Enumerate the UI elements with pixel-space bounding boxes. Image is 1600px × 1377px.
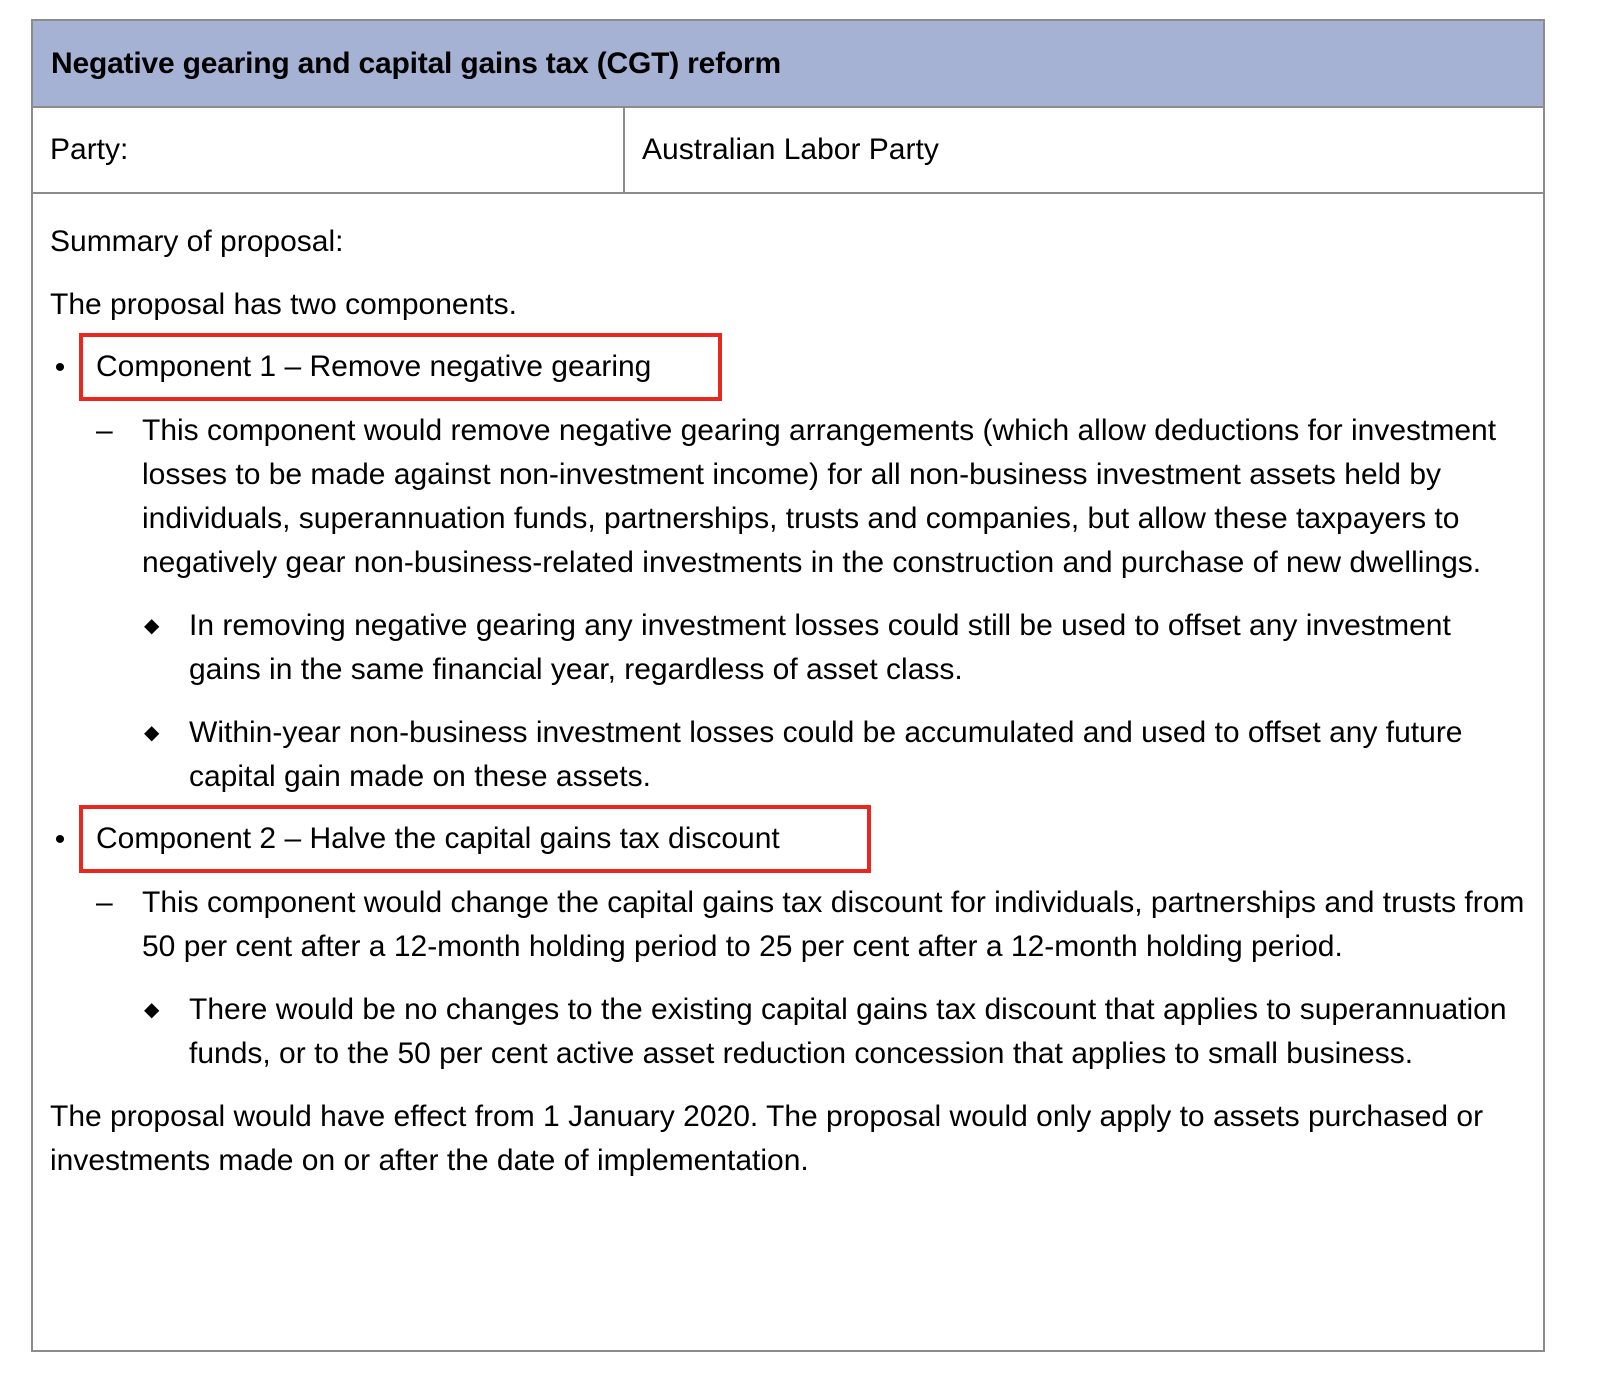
- proposal-table: [31, 19, 1545, 1352]
- component-1-heading-row: [50, 346, 1525, 390]
- component-1-heading: Component 1 – Remove negative gearing: [96, 350, 652, 383]
- component-2-detail: [50, 881, 1525, 969]
- component-2-detail-text: This component would change the capital gains tax discount for individuals, partnerships and trusts from 50 per cent after a 12-month holding period to 25 per cent after a 12-month holding period.: [142, 886, 1525, 963]
- party-label: Party:: [33, 108, 625, 192]
- component-2-subpoint-1: [50, 988, 1525, 1076]
- bullet-marker: •: [54, 351, 66, 384]
- closing-text: The proposal would have effect from 1 January 2020. The proposal would only apply to assets purchased or investments made on or after the date of implementation.: [50, 1100, 1484, 1177]
- subpoint-text: There would be no changes to the existing capital gains tax discount that applies to superannuation funds, or to the 50 per cent active asset reduction concession that applies to small business.: [189, 993, 1507, 1070]
- component-1-detail: [50, 409, 1525, 585]
- subpoint-text: Within-year non-business investment losses could be accumulated and used to offset any future capital gain made on these assets.: [189, 716, 1463, 793]
- component-2-heading-row: [50, 818, 1525, 862]
- dash-marker: –: [96, 414, 113, 447]
- intro-text: The proposal has two components.: [50, 288, 517, 321]
- diamond-bullet-icon: ◆: [144, 615, 160, 637]
- component-1-highlight-box: [79, 333, 722, 401]
- party-row: [33, 108, 1543, 194]
- subpoint-text: In removing negative gearing any investment losses could still be used to offset any investment gains in the same financial year, regardless of asset class.: [189, 609, 1451, 686]
- component-2-highlight-box: [79, 805, 871, 873]
- party-value: Australian Labor Party: [642, 133, 939, 166]
- component-2-heading: Component 2 – Halve the capital gains tax discount: [96, 822, 780, 855]
- diamond-bullet-icon: ◆: [144, 722, 160, 744]
- component-1-detail-text: This component would remove negative gearing arrangements (which allow deductions for investment losses to be made against non-investment income) for all non-business investment assets held by individuals, superannuation funds, partnerships, trusts and companies, but allow these taxpayers to negatively gear non-business-related investments in the construction and purchase of new dwellings.: [142, 414, 1497, 579]
- summary-label: Summary of proposal:: [50, 225, 344, 258]
- bullet-marker: •: [54, 823, 66, 856]
- proposal-body: [33, 194, 1543, 1183]
- component-1-subpoint-2: [50, 711, 1525, 799]
- dash-marker: –: [96, 886, 113, 919]
- proposal-title: Negative gearing and capital gains tax (CGT) reform: [51, 46, 781, 80]
- table-header: [33, 21, 1543, 108]
- diamond-bullet-icon: ◆: [144, 999, 160, 1021]
- component-1-subpoint-1: [50, 604, 1525, 692]
